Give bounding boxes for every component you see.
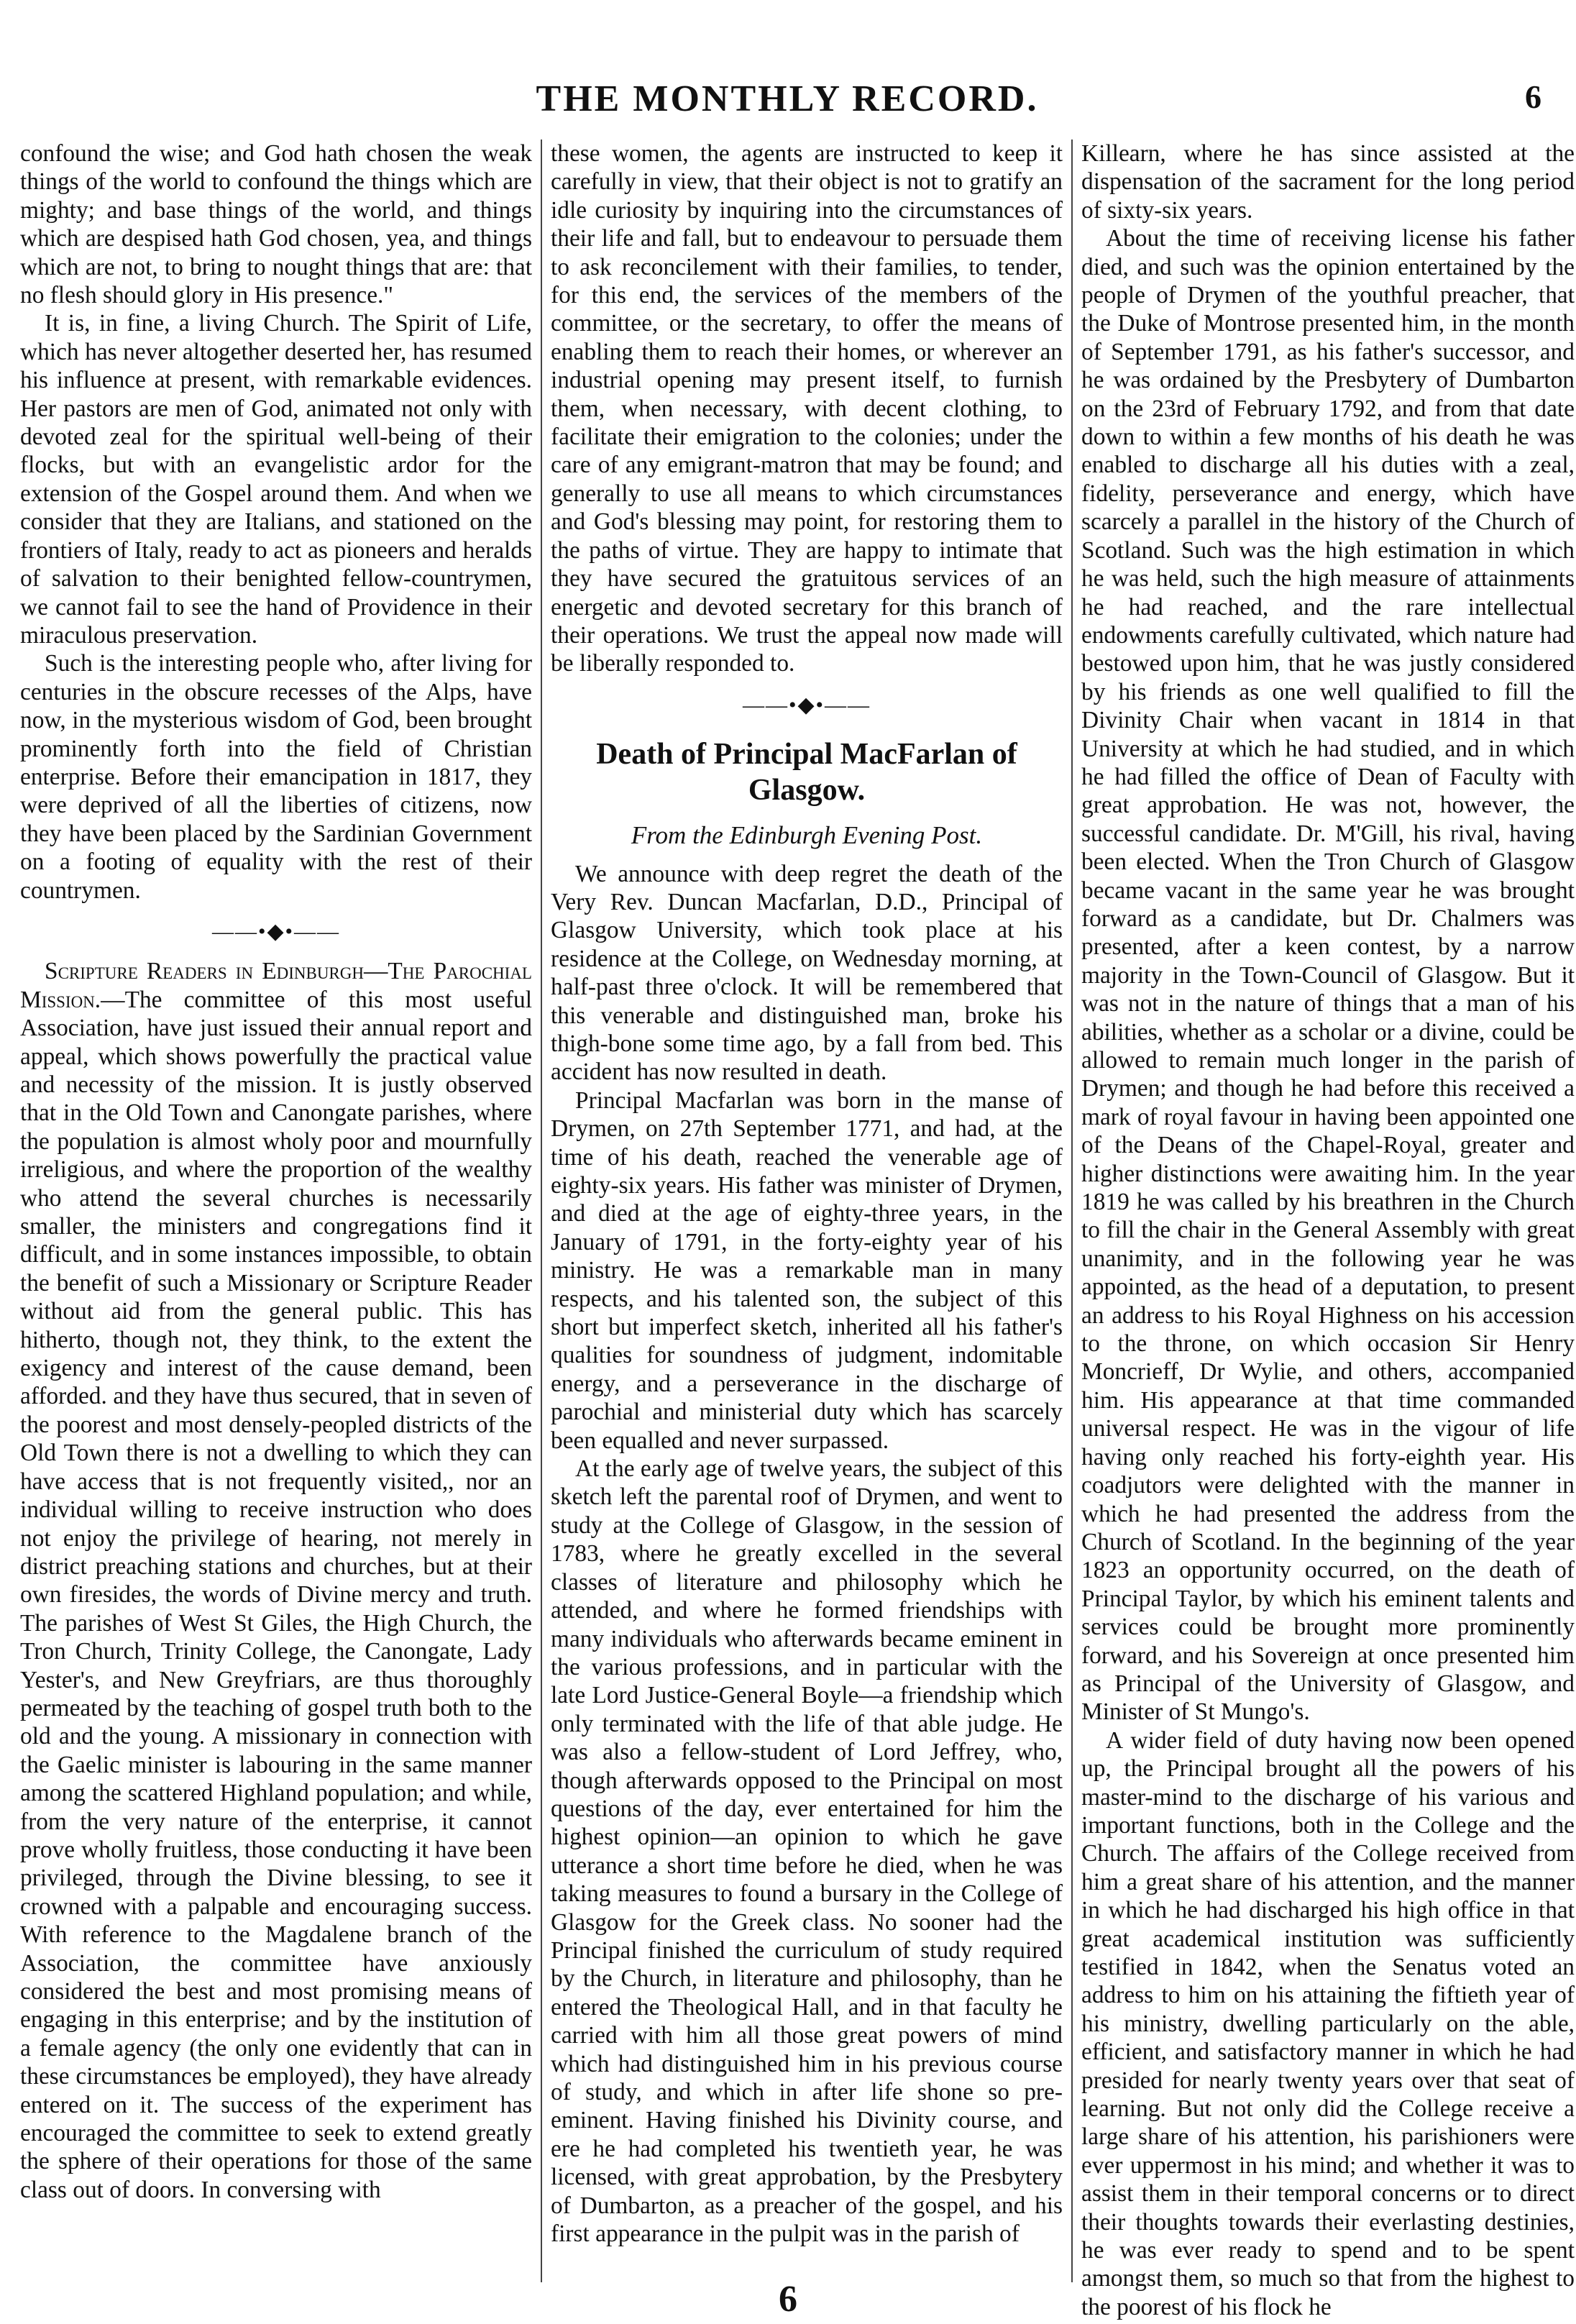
page-header	[29, 78, 1546, 121]
paragraph	[20, 957, 532, 2204]
paragraph: Killearn, where he has since assisted at the dispensation of the sacrament for the long period of sixty-six years.	[1081, 140, 1575, 224]
article-title: Death of Principal MacFarlan of Glasgow.	[596, 738, 1017, 808]
paragraph: At the early age of twelve years, the subject of this sketch left the parental roof of Drymen, and went to study at the College of Glasgow, in the session of 1783, where he greatly excelled in the several classes of literature and philosophy which he attended, and where he formed friendships with many individuals who afterwards became eminent in the various professions, and in particular with the late Lord Justice-General Boyle—a friendship which only terminated with the life of that able judge. He was also a fellow-student of Lord Jeffrey, who, though afterwards opposed to the Principal on most questions of the day, ever entertained for him the highest opinion—an opinion to which he gave utterance a short time before he died, when he was taking measures to found a bursary in the College of Glasgow for the Greek class. No sooner had the Principal finished the curriculum of study required by the Church, in literature and philosophy, than he entered the Theological Hall, and in that faculty he carried with him all those great powers of mind which had distinguished him in his previous course of study, and which in after life shone so pre-eminent. Having finished his Divinity course, and ere he had completed his twentieth year, he was licensed, with great approbation, by the Presbytery of Dumbarton, as a preacher of the gospel, and his first appearance in the pulpit was in the parish of	[551, 1455, 1063, 2248]
column-middle	[551, 139, 1063, 2248]
paragraph: A wider field of duty having now been opened up, the Principal brought all the powers of his master-mind to the discharge of his various and important functions, both in the College and the Church. The affairs of the College received from him a great share of his attention, and the manner in which he had discharged his high office in that great academical institution was sufficiently testified in 1842, when the Senatus voted an address to him on his attaining the fiftieth year of his ministry, dwelling particularly on the able, efficient, and satisfactory manner in which he had presided for nearly twenty years over that seat of learning. But not only did the College receive a large share of his attention, his parishioners were ever uppermost in his mind; and whether it was to assist them in their temporal concerns or to direct their thoughts towards their everlasting destinies, he was ever ready to spend and to be spent amongst them, so much so that from the highest to the poorest of his flock he	[1081, 1726, 1575, 2320]
running-title: THE MONTHLY RECORD.	[536, 78, 1039, 119]
section-ornament: ——•◆•——	[742, 692, 871, 717]
article-source: From the Edinburgh Evening Post.	[631, 821, 983, 850]
paragraph: We announce with deep regret the death of the Very Rev. Duncan Macfarlan, D.D., Principal of Glasgow University, which took place at his residence at the College, on Wednesday morning, at half-past three o'clock. It will be remembered that this venerable and distinguished man, broke his thigh-bone some time ago, by a fall from bed. This accident has now resulted in death.	[551, 860, 1063, 1086]
paragraph: Such is the interesting people who, after living for centuries in the obscure recesses of the Alps, have now, in the mysterious wisdom of God, been brought prominently forth into the field of Christian enterprise. Before their emancipation in 1817, they were deprived of all the liberties of citizens, now they have been placed by the Sardinian Government on a footing of equality with the rest of their countrymen.	[20, 650, 532, 904]
section-ornament: ——•◆•——	[211, 919, 341, 943]
page-number-bottom: 6	[779, 2279, 797, 2320]
column-divider	[1071, 139, 1073, 2282]
page-number-top: 6	[1525, 78, 1541, 115]
column-left	[20, 139, 532, 2204]
paragraph: confound the wise; and God hath chosen the weak things of the world to confound the things which are mighty; and base things of the world, and things which are despised hath God chosen, yea, and things which are not, to bring to nought things that are: that no flesh should glory in His presence."	[20, 140, 532, 309]
paragraph: these women, the agents are instructed to keep it carefully in view, that their object is not to gratify an idle curiosity by inquiring into the circumstances of their life and fall, but to endeavour to persuade them to ask reconcilement with their families, to tender, for this end, the services of the members of the committee, or the secretary, to offer the means of enabling them to reach their homes, or wherever an industrial opening may present itself, to furnish them, when necessary, with decent clothing, to facilitate their emigration to the colonies; under the care of any emigrant-matron that may be found; and generally to use all means to which circumstances and God's blessing may point, for restoring them to the paths of virtue. They are happy to intimate that they have secured the gratuitous services of an energetic and devoted secretary for this branch of their operations. We trust the appeal now made will be liberally responded to.	[551, 140, 1063, 677]
column-divider	[541, 139, 542, 2282]
paragraph: Principal Macfarlan was born in the manse of Drymen, on 27th September 1771, and had, at the time of his death, reached the venerable age of eighty-six years. His father was minister of Drymen, and died at the age of eighty-three years, in the January of 1791, in the forty-eighty year of his ministry. He was a remarkable man in many respects, and his talented son, the subject of this short but imperfect sketch, inherited all his father's qualities for soundness of judgment, indomitable energy, and a perseverance in the discharge of parochial and ministerial duty which has scarcely been equalled and never surpassed.	[551, 1086, 1063, 1454]
paragraph-lead: Scripture Readers in Edinburgh—The Parochial Mission.	[20, 958, 532, 1013]
paragraph: It is, in fine, a living Church. The Spirit of Life, which has never altogether deserted her, has resumed his influence at present, with remarkable evidences. Her pastors are men of God, animated not only with devoted zeal for the spiritual well-being of their flocks, but with an evangelistic ardor for the extension of the Gospel around them. And when we consider that they are Italians, and stationed on the frontiers of Italy, ready to act as pioneers and heralds of salvation to their benighted fellow-countrymen, we cannot fail to see the hand of Providence in their miraculous preservation.	[20, 310, 532, 649]
paragraph: About the time of receiving license his father died, and such was the opinion entertained by the people of Drymen of the youthful preacher, that the Duke of Montrose presented him, in the month of September 1791, as his father's successor, and he was ordained by the Presbytery of Dumbarton on the 23rd of February 1792, and from that date down to within a few months of his death he was enabled to discharge all his duties with a zeal, fidelity, perseverance and energy, which have scarcely a parallel in the history of the Church of Scotland. Such was the high estimation in which he was held, such the high measure of attainments he had reached, and the rare intellectual endowments carefully cultivated, which nature had bestowed upon him, that he was justly considered by his friends as one well qualified to fill the Divinity Chair when vacant in 1814 in that University at which he had studied, and in which he had filled the office of Dean of Faculty with great approbation. He was not, however, the successful candidate. Dr. M'Gill, his rival, having been elected. When the Tron Church of Glasgow became vacant in the same year he was brought forward as a candidate, but Dr. Chalmers was presented, after a keen contest, by a narrow majority in the Town-Council of Glasgow. But it was not in the nature of things that a man of his abilities, whether as a scholar or a divine, could be allowed to remain much longer in the parish of Drymen; and though he had before this received a mark of royal favour in having been appointed one of the Deans of the Chapel-Royal, greater and higher distinctions were awaiting him. In the year 1819 he was called by his breathren in the Church to fill the chair in the General Assembly with great unanimity, and in the following year he was appointed, as the head of a deputation, to present an address to his Royal Highness on his accession to the throne, on which occasion Sir Henry Moncrieff, Dr Wylie, and others, accompanied him. His appearance at that time commanded universal respect. He was in the vigour of life having only reached his forty-eighth year. His coadjutors were delighted with the manner in which he had presented the address from the Church of Scotland. In the beginning of the year 1823 an opportunity occurred, on the death of Principal Taylor, by which his eminent talents and services could be brought more prominently forward, and his Sovereign at once presented him as Principal of the University of Glasgow, and Minister of St Mungo's.	[1081, 225, 1575, 1726]
column-right	[1081, 139, 1575, 2321]
paragraph-body: —The committee of this most useful Association, have just issued their annual report and appeal, which shows powerfully the practical value and necessity of the mission. It is justly observed that in the Old Town and Canongate parishes, where the population is almost wholy poor and mournfully irreligious, and where the proportion of the wealthy who attend the several churches is necessarily smaller, the ministers and congregations find it difficult, and in some instances impossible, to obtain the benefit of such a Missionary or Scripture Reader without aid from the general public. This has hitherto, though not, they think, to the extent the exigency and interest of the cause demand, been afforded. and they have thus secured, that in seven of the poorest and most densely-peopled districts of the Old Town there is not a dwelling to which they can have access that is not frequently visited,, nor an individual willing to receive instruction who does not enjoy the privilege of hearing, not merely in district preaching stations and churches, but at their own firesides, the words of Divine mercy and truth. The parishes of West St Giles, the High Church, the Tron Church, Trinity College, the Canongate, Lady Yester's, and New Greyfriars, are thus thoroughly permeated by the teaching of gospel truth both to the old and the young. A missionary in connection with the Gaelic minister is labouring in the same manner among the scattered Highland population; and while, from the very nature of the enterprise, it cannot prove wholly fruitless, those conducting it have been privileged, through the Divine blessing, to see it crowned with a palpable and encouraging success. With reference to the Magdalene branch of the Association, the committee have anxiously considered the best and most promising means of engaging in this enterprise; and by the institution of a female agency (the only one evidently that can in these circumstances be employed), they have already entered on it. The success of the experiment has encouraged the committee to seek to extend greatly the sphere of their operations for those of the same class out of doors. In conversing with	[20, 986, 532, 2203]
